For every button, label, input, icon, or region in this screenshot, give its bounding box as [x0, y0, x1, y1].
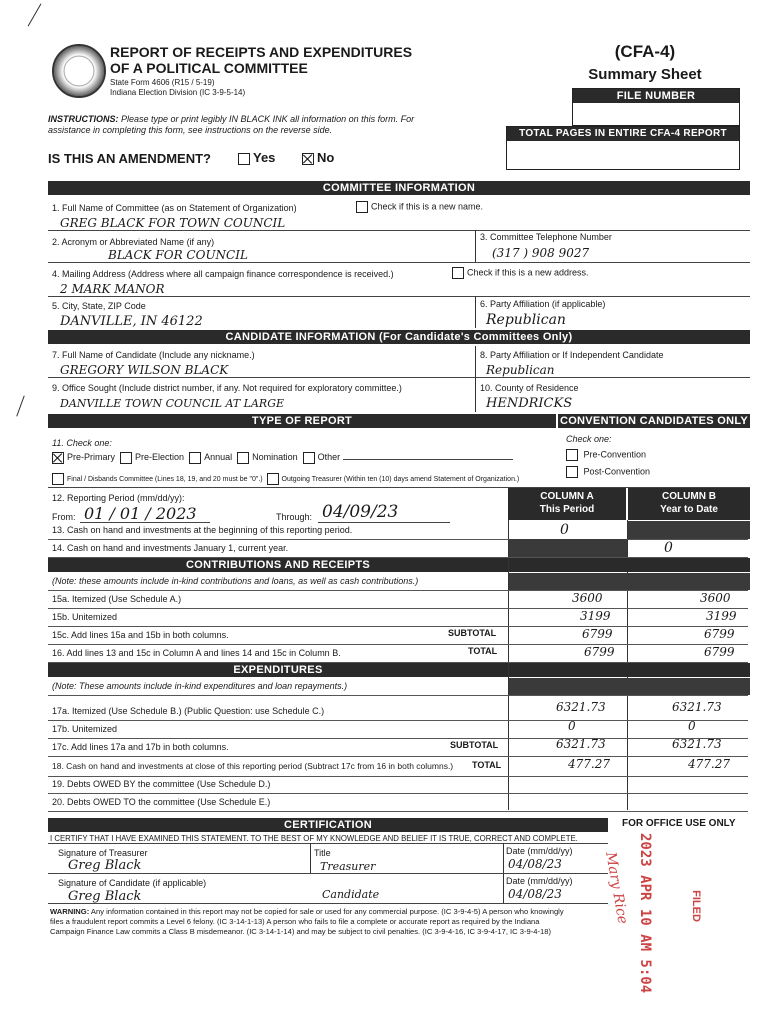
party-value[interactable]: Republican	[486, 312, 566, 328]
pre-convention-label: Pre-Convention	[583, 449, 647, 460]
line-15a-label: 15a. Itemized (Use Schedule A.)	[52, 594, 182, 604]
report-type-options-2	[52, 473, 519, 485]
form-number: State Form 4606 (R15 / 5-19)	[110, 78, 215, 87]
line-18-col-b[interactable]: 477.27	[688, 757, 730, 771]
party-affiliation-label: 8. Party Affiliation or If Independent Candidate	[480, 350, 664, 360]
line-15b-row	[48, 609, 748, 627]
county-value[interactable]: HENDRICKS	[486, 396, 573, 411]
final-label: Final / Disbands Committee (Lines 18, 19, and 20 must be "0".)	[67, 475, 263, 483]
line-17c-row	[48, 739, 748, 757]
column-a-title: COLUMN A	[540, 491, 594, 502]
annual-label: Annual	[204, 452, 233, 463]
line-20-label: 20. Debts OWED TO the committee (Use Schedule E.)	[52, 797, 271, 807]
instructions-line1: Please type or print legibly IN BLACK INK all information on this form. For	[118, 114, 415, 124]
no-label: No	[317, 150, 335, 165]
line-15b-col-a[interactable]: 3199	[580, 609, 611, 623]
candidate-sig-label: Signature of Candidate (if applicable)	[58, 878, 207, 888]
acronym-value[interactable]: BLACK FOR COUNCIL	[108, 248, 248, 262]
corner-mark	[28, 3, 42, 26]
line-15a-col-a[interactable]: 3600	[572, 591, 603, 605]
committee-name-label: 1. Full Name of Committee (as on Statement of Organization)	[52, 203, 297, 213]
line-14-row	[48, 540, 748, 558]
convention-check-one: Check one:	[566, 434, 612, 444]
final-option[interactable]	[52, 476, 263, 483]
line-17b-col-a[interactable]: 0	[568, 719, 576, 733]
title-label: Title	[314, 848, 331, 858]
contrib-note: (Note: these amounts include in-kind contributions and loans, as well as cash contributions.)	[52, 576, 419, 586]
certify-statement: I CERTIFY THAT I HAVE EXAMINED THIS STATEMENT. TO THE BEST OF MY KNOWLEDGE AND BELIEF IT IS TRUE, CORRECT AND COMPLETE.	[50, 834, 578, 843]
final-checkbox[interactable]	[52, 473, 64, 485]
file-number-box[interactable]	[572, 88, 740, 126]
annual-option[interactable]	[189, 452, 232, 462]
column-a-header	[508, 488, 626, 520]
warning-line3: Campaign Finance Law commits a Class B misdemeanor. (IC 3-14-1-14) and may be subject to civil penalties. (IC 3-9-4-16, IC 3-9-4-17, IC 3-9-4-18)	[50, 927, 551, 936]
other-label: Other	[317, 452, 341, 463]
party-label: 6. Party Affiliation (if applicable)	[480, 299, 606, 309]
line-17a-label: 17a. Itemized (Use Schedule B.) (Public Question: use Schedule C.)	[52, 706, 325, 716]
pre-primary-label: Pre-Primary	[67, 452, 116, 463]
date2-label: Date (mm/dd/yy)	[506, 876, 573, 886]
total-pages-box[interactable]	[506, 126, 740, 170]
subtotal-15c: SUBTOTAL	[448, 628, 497, 638]
pre-convention-option[interactable]	[566, 449, 646, 461]
line-17a-col-a[interactable]: 6321.73	[556, 700, 606, 714]
date1-value[interactable]: 04/08/23	[508, 857, 562, 871]
title-value[interactable]: Treasurer	[320, 860, 376, 873]
line-14-col-a-shaded	[509, 539, 627, 557]
line-14-col-b[interactable]: 0	[664, 540, 673, 556]
county-label: 10. County of Residence	[480, 383, 579, 393]
nomination-label: Nomination	[252, 452, 298, 463]
mailing-value[interactable]: 2 MARK MANOR	[60, 282, 165, 296]
line-17c-col-a[interactable]: 6321.73	[556, 737, 606, 751]
line-15b-label: 15b. Unitemized	[52, 612, 118, 622]
nomination-option[interactable]	[237, 452, 298, 462]
subtotal-17c: SUBTOTAL	[450, 740, 499, 750]
line-17b-label: 17b. Unitemized	[52, 724, 118, 734]
line-17b-col-b[interactable]: 0	[688, 719, 696, 733]
new-address-checkbox[interactable]	[452, 267, 464, 279]
other-option[interactable]	[303, 452, 341, 462]
post-convention-checkbox[interactable]	[566, 466, 578, 478]
amendment-yes[interactable]	[238, 150, 275, 165]
column-a-subtitle: This Period	[539, 504, 595, 515]
column-b-header	[628, 488, 750, 520]
new-name-label: Check if this is a new name.	[371, 201, 484, 212]
from-value[interactable]: 01 / 01 / 2023	[84, 504, 197, 523]
title-line1: REPORT OF RECEIPTS AND EXPENDITURES	[110, 44, 413, 60]
pre-primary-checkbox[interactable]	[52, 452, 64, 464]
yes-label: Yes	[253, 150, 276, 165]
acronym-label: 2. Acronym or Abbreviated Name (if any)	[52, 237, 215, 247]
city-label: 5. City, State, ZIP Code	[52, 301, 146, 311]
certification-heading: CERTIFICATION	[48, 818, 608, 832]
through-label: Through:	[276, 512, 313, 522]
type-heading: TYPE OF REPORT	[48, 414, 556, 428]
instructions-line2: assistance in completing this form, see instructions on the reverse side.	[48, 125, 333, 135]
line-17a-row	[48, 700, 748, 721]
office-value[interactable]: DANVILLE TOWN COUNCIL AT LARGE	[60, 397, 285, 410]
outgoing-label: Outgoing Treasurer (Within ten (10) days amend Statement of Organization.)	[281, 475, 520, 483]
division: Indiana Election Division (IC 3-9-5-14)	[110, 88, 246, 97]
new-name-checkbox[interactable]	[356, 201, 368, 213]
amendment-label: IS THIS AN AMENDMENT?	[48, 151, 211, 166]
annual-checkbox[interactable]	[189, 452, 201, 464]
line-15c-row	[48, 627, 748, 645]
new-name-check[interactable]	[356, 201, 483, 213]
expenditures-heading: EXPENDITURES	[48, 663, 508, 677]
date1-label: Date (mm/dd/yy)	[506, 846, 573, 856]
total-16: TOTAL	[468, 646, 498, 656]
candidate-signature[interactable]: Greg Black	[68, 889, 142, 904]
date2-value[interactable]: 04/08/23	[508, 887, 562, 901]
outgoing-checkbox[interactable]	[267, 473, 279, 485]
office-label: 9. Office Sought (Include district number, if any. Not required for exploratory committee.)	[52, 383, 402, 393]
line-18-label: 18. Cash on hand and investments at close of this reporting period (Subtract 17c from 16 in both columns.)	[52, 761, 454, 771]
line-13-col-b-shaded	[628, 521, 750, 539]
total-18: TOTAL	[472, 760, 502, 770]
pre-convention-checkbox[interactable]	[566, 449, 578, 461]
line-14-label: 14. Cash on hand and investments January 1, current year.	[52, 543, 289, 553]
line-18-row	[48, 757, 748, 777]
no-checkbox[interactable]	[302, 153, 314, 165]
report-type-options	[52, 452, 513, 464]
line-15c-label: 15c. Add lines 15a and 15b in both columns.	[52, 630, 229, 640]
title-line2: OF A POLITICAL COMMITTEE	[110, 60, 308, 76]
line-15b-col-b[interactable]: 3199	[706, 609, 737, 623]
line-16-col-b[interactable]: 6799	[704, 645, 735, 659]
new-address-label: Check if this is a new address.	[467, 267, 589, 278]
mailing-label: 4. Mailing Address (Address where all campaign finance correspondence is received.)	[52, 269, 394, 279]
amendment-question	[48, 151, 211, 166]
line-20-row	[48, 794, 748, 812]
instructions	[48, 114, 414, 136]
pre-primary-option[interactable]	[52, 452, 115, 462]
line-13-col-a[interactable]: 0	[560, 522, 569, 538]
line-16-row	[48, 645, 748, 663]
line-13-label: 13. Cash on hand and investments at the beginning of this reporting period.	[52, 525, 353, 535]
committee-name-value[interactable]: GREG BLACK FOR TOWN COUNCIL	[60, 216, 286, 230]
pre-election-option[interactable]	[120, 452, 184, 462]
warning-line1: Any information contained in this report may not be copied for sale or used for any commercial purpose. (IC 3-9-4-5) A person who knowingly	[89, 907, 564, 916]
committee-heading: COMMITTEE INFORMATION	[48, 181, 750, 195]
warning-line2: files a fraudulent report commits a Level 6 felony. (IC 3-14-1-13) A person who fails to file a complete or accurate report as required by the Indiana	[50, 917, 540, 926]
candidate-heading: CANDIDATE INFORMATION (For Candidate's Committees Only)	[48, 330, 750, 344]
file-number-label: FILE NUMBER	[573, 89, 739, 103]
line-17b-row	[48, 721, 748, 739]
line-15a-row	[48, 591, 748, 609]
pre-election-label: Pre-Election	[135, 452, 185, 463]
summary-title: Summary Sheet	[588, 66, 702, 83]
new-address-check[interactable]	[452, 267, 589, 279]
clerk-signature: Mary Rice	[602, 850, 631, 926]
line-19-label: 19. Debts OWED BY the committee (Use Schedule D.)	[52, 779, 271, 789]
office-use-label: FOR OFFICE USE ONLY	[622, 818, 736, 829]
line-17a-col-b[interactable]: 6321.73	[672, 700, 722, 714]
phone-label: 3. Committee Telephone Number	[480, 232, 612, 242]
line-15c-col-b[interactable]: 6799	[704, 627, 735, 641]
post-convention-label: Post-Convention	[583, 466, 651, 477]
candidate-name-value[interactable]: GREGORY WILSON BLACK	[60, 363, 229, 377]
line-16-label: 16. Add lines 13 and 15c in Column A and lines 14 and 15c in Column B.	[52, 648, 341, 658]
yes-checkbox[interactable]	[238, 153, 250, 165]
party-affiliation-value[interactable]: Republican	[486, 363, 555, 377]
treasurer-signature[interactable]: Greg Black	[68, 858, 142, 873]
column-b-title: COLUMN B	[662, 491, 716, 502]
other-checkbox[interactable]	[303, 452, 315, 464]
form-code: (CFA-4)	[614, 42, 676, 61]
line-16-col-a[interactable]: 6799	[584, 645, 615, 659]
line-17c-col-b[interactable]: 6321.73	[672, 737, 722, 751]
treasurer-sig-label: Signature of Treasurer	[58, 848, 148, 858]
amendment-no[interactable]	[302, 150, 334, 165]
warning-label: WARNING:	[50, 907, 90, 916]
stamp-filed: FILED	[689, 890, 702, 922]
instructions-label: INSTRUCTIONS:	[48, 114, 119, 124]
city-value[interactable]: DANVILLE, IN 46122	[60, 314, 203, 329]
phone-value[interactable]: (317 ) 908 9027	[492, 246, 590, 260]
column-b-subtitle: Year to Date	[660, 504, 718, 515]
pre-election-checkbox[interactable]	[120, 452, 132, 464]
check-one-label: 11. Check one:	[52, 438, 112, 448]
line-19-row	[48, 776, 748, 794]
form-title	[110, 44, 412, 76]
candidate-title-value[interactable]: Candidate	[322, 888, 380, 901]
line-15a-col-b[interactable]: 3600	[700, 591, 731, 605]
reporting-period-label: 12. Reporting Period (mm/dd/yy):	[52, 493, 185, 503]
total-pages-label: TOTAL PAGES IN ENTIRE CFA-4 REPORT	[507, 127, 739, 141]
nomination-checkbox[interactable]	[237, 452, 249, 464]
margin-mark	[16, 395, 24, 416]
state-seal	[52, 44, 106, 98]
warning-text	[50, 907, 564, 937]
outgoing-option[interactable]	[267, 476, 520, 483]
exp-note: (Note: These amounts include in-kind expenditures and loan repayments.)	[52, 681, 348, 691]
from-label: From:	[52, 512, 76, 522]
convention-heading: CONVENTION CANDIDATES ONLY	[559, 415, 749, 427]
post-convention-option[interactable]	[566, 466, 650, 478]
line-18-col-a[interactable]: 477.27	[568, 757, 610, 771]
line-17c-label: 17c. Add lines 17a and 17b in both columns.	[52, 742, 229, 752]
line-15c-col-a[interactable]: 6799	[582, 627, 613, 641]
candidate-name-label: 7. Full Name of Candidate (Include any nickname.)	[52, 350, 255, 360]
contributions-heading: CONTRIBUTIONS AND RECEIPTS	[48, 558, 508, 572]
through-value[interactable]: 04/09/23	[322, 502, 399, 522]
stamp-date: 2023 APR 10 AM 5:04	[637, 833, 653, 994]
